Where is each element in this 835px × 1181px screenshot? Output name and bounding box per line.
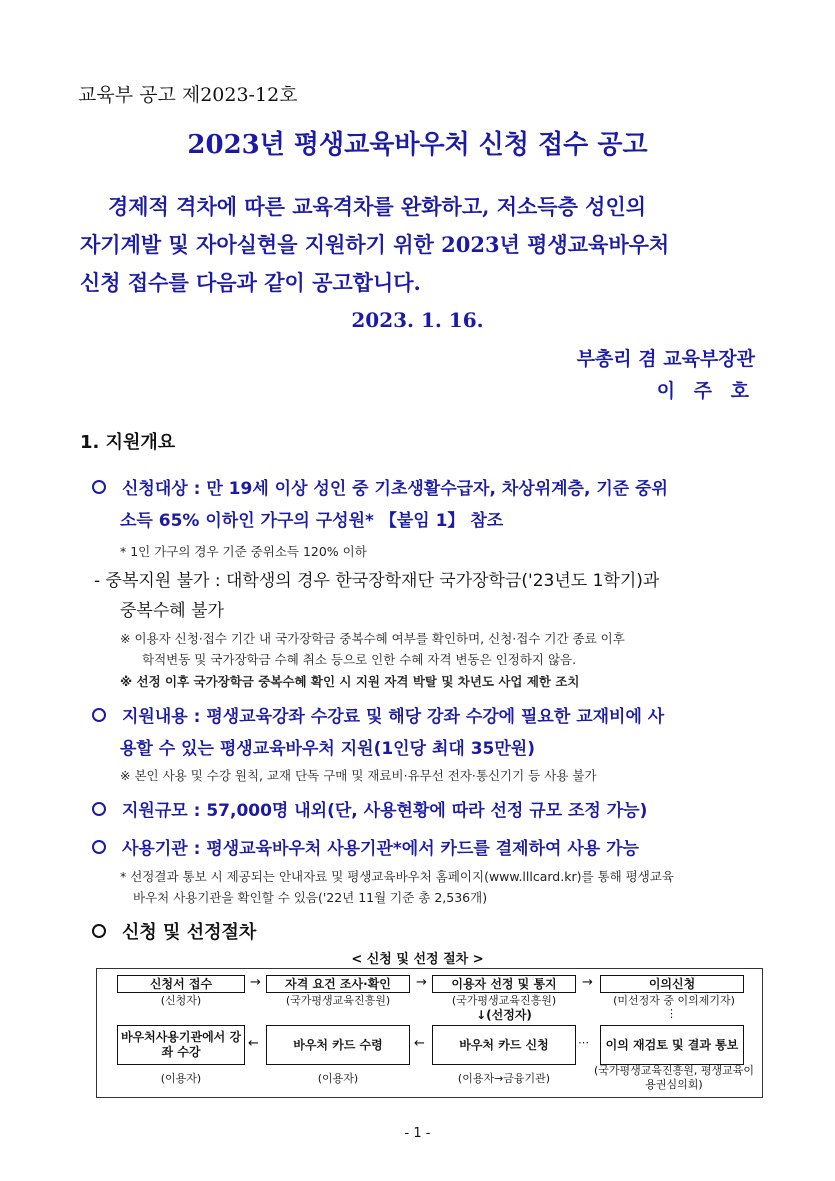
signature-position: 부총리 겸 교육부장관 bbox=[576, 348, 755, 370]
circle-bullet-icon bbox=[92, 840, 106, 854]
arrow-right-icon: → bbox=[582, 975, 593, 990]
flow-step-box: 이의신청 bbox=[600, 975, 744, 993]
arrow-down-dotted-icon: ⋮ bbox=[666, 1007, 677, 1020]
intro-line: 자기계발 및 자아실현을 지원하기 위한 2023년 평생교육바우처 bbox=[80, 232, 670, 257]
intro-line: 신청 접수를 다음과 같이 공고합니다. bbox=[80, 270, 421, 295]
duplicate-line2: 중복수혜 불가 bbox=[120, 601, 224, 621]
target-line1: 신청대상 : 만 19세 이상 성인 중 기초생활수급자, 차상위계층, 기준 중위 bbox=[92, 474, 668, 499]
procedure-heading: 신청 및 선정절차 bbox=[92, 918, 256, 944]
flow-step-box: 바우처사용기관에서 강좌 수강 bbox=[117, 1025, 245, 1065]
selected-label: ↓(선정자) bbox=[476, 1008, 532, 1022]
flow-step-box: 이용자 선정 및 통지 bbox=[432, 975, 576, 993]
flow-step-caption: (신청자) bbox=[160, 994, 202, 1007]
scale-line: 지원규모 : 57,000명 내외(단, 사용현황에 따라 선정 규모 조정 가능) bbox=[92, 796, 647, 821]
note1-line1: ※ 이용자 신청·접수 기간 내 국가장학금 중복수혜 여부를 확인하며, 신청·접수 기간 종료 이후 bbox=[120, 631, 625, 646]
duplicate-line1: - 중복지원 불가 : 대학생의 경우 한국장학재단 국가장학금('23년도 1학기)과 bbox=[94, 571, 660, 591]
content-line1: 지원내용 : 평생교육강좌 수강료 및 해당 강좌 수강에 필요한 교재비에 사 bbox=[92, 702, 664, 727]
institutions-note-line1: * 선정결과 통보 시 제공되는 안내자료 및 평생교육바우처 홈페이지(www.lllcard.kr)를 통해 평생교육 bbox=[120, 869, 674, 884]
flow-step-caption: (국가평생교육진흥원, 평생교육이용권심의회) bbox=[593, 1064, 755, 1091]
circle-bullet-icon bbox=[92, 924, 106, 938]
notice-number: 교육부 공고 제2023-12호 bbox=[78, 84, 298, 106]
flow-step-caption: (이용자) bbox=[160, 1072, 202, 1085]
circle-bullet-icon bbox=[92, 802, 106, 816]
arrow-right-icon: → bbox=[250, 975, 261, 990]
section-heading: 1. 지원개요 bbox=[80, 432, 176, 453]
note2: ※ 선정 이후 국가장학금 중복수혜 확인 시 지원 자격 박탈 및 차년도 사업 제한 조치 bbox=[120, 674, 580, 689]
flow-step-box: 자격 요건 조사·확인 bbox=[266, 975, 410, 993]
flow-title: < 신청 및 선정 절차 > bbox=[351, 952, 484, 967]
flow-step-box: 이의 재검토 및 결과 통보 bbox=[600, 1025, 744, 1065]
flow-step-box: 바우처 카드 수령 bbox=[266, 1025, 410, 1065]
flow-step-caption: (국가평생교육진흥원) bbox=[285, 994, 391, 1007]
content-note: ※ 본인 사용 및 수강 원칙, 교재 단독 구매 및 재료비·유무선 전자·통신기기 등 사용 불가 bbox=[120, 768, 597, 783]
document-title: 2023년 평생교육바우처 신청 접수 공고 bbox=[187, 130, 648, 160]
arrow-left-icon: ← bbox=[414, 1036, 425, 1051]
institutions-line: 사용기관 : 평생교육바우처 사용기관*에서 카드를 결제하여 사용 가능 bbox=[92, 834, 639, 859]
intro-line: 경제적 격차에 따른 교육격차를 완화하고, 저소득층 성인의 bbox=[108, 194, 647, 219]
flow-step-caption: (미선정자 중 이의제기자) bbox=[613, 994, 735, 1007]
flow-step-caption: (이용자) bbox=[317, 1072, 359, 1085]
circle-bullet-icon bbox=[92, 480, 106, 494]
arrow-right-icon: → bbox=[416, 975, 427, 990]
flow-step-caption: (이용자→금융기관) bbox=[457, 1072, 551, 1085]
arrow-left-icon: ← bbox=[248, 1036, 259, 1051]
intro-paragraph bbox=[80, 188, 770, 302]
circle-bullet-icon bbox=[92, 708, 106, 722]
signature-name: 이 주 호 bbox=[656, 380, 755, 402]
target-footnote: * 1인 가구의 경우 기준 중위소득 120% 이하 bbox=[120, 544, 367, 559]
page-number: - 1 - bbox=[404, 1126, 431, 1141]
flow-step-box: 바우처 카드 신청 bbox=[432, 1025, 576, 1065]
note1-line2: 학적변동 및 국가장학금 수혜 취소 등으로 인한 수혜 자격 변동은 인정하지 않음. bbox=[142, 652, 577, 667]
arrow-left-dotted-icon: ⋯ bbox=[578, 1036, 589, 1049]
flow-step-caption: (국가평생교육진흥원) bbox=[451, 994, 557, 1007]
content-line2: 용할 수 있는 평생교육바우처 지원(1인당 최대 35만원) bbox=[120, 739, 535, 759]
target-line2: 소득 65% 이하인 가구의 구성원* 【붙임 1】 참조 bbox=[120, 511, 504, 531]
flow-step-box: 신청서 접수 bbox=[117, 975, 245, 993]
notice-date: 2023. 1. 16. bbox=[351, 308, 484, 332]
institutions-note-line2: 바우처 사용기관을 확인할 수 있음('22년 11월 기준 총 2,536개) bbox=[133, 890, 488, 905]
